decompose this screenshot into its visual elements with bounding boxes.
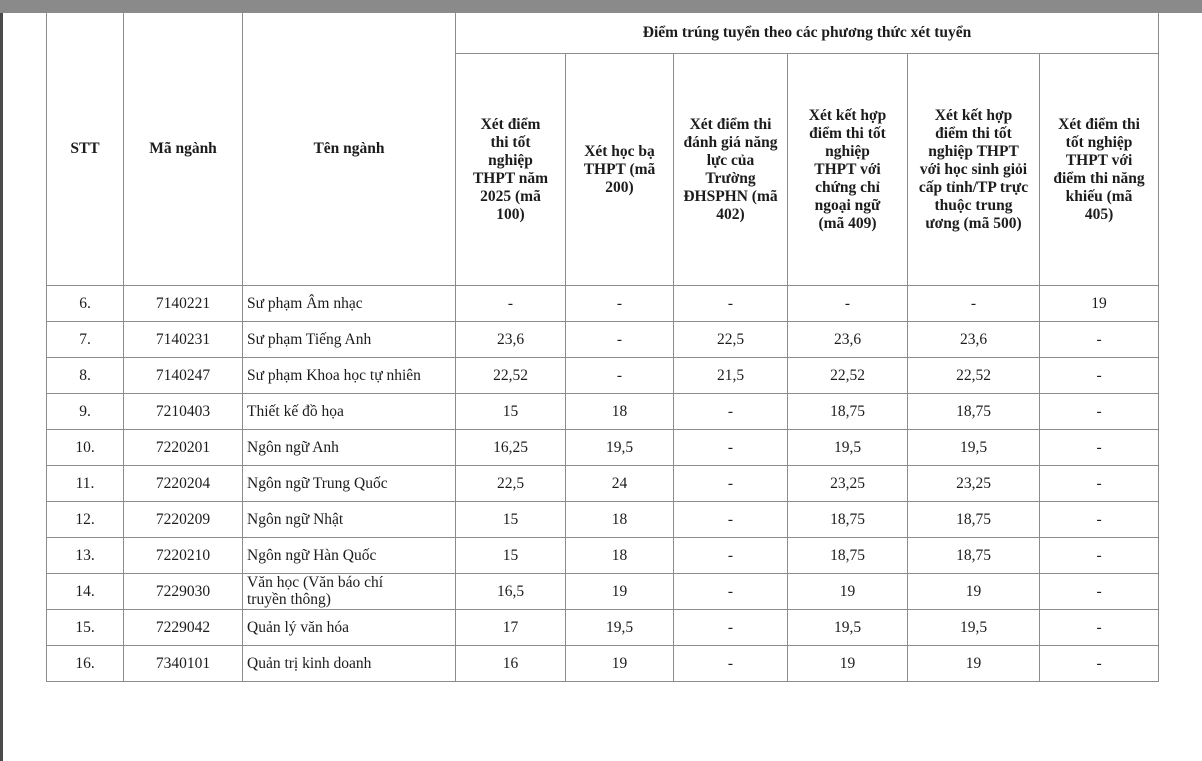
header-stt: STT — [47, 13, 124, 286]
name-cell: Ngôn ngữ Nhật — [243, 502, 456, 538]
header-method-409: Xét kết hợp điểm thi tốt nghiệp THPT với chứng chỉ ngoại ngữ (mã 409) — [788, 54, 908, 286]
name-cell: Văn học (Văn báo chí truyền thông) — [243, 574, 456, 610]
name-cell: Ngôn ngữ Hàn Quốc — [243, 538, 456, 574]
score-100-cell: 23,6 — [456, 322, 566, 358]
score-100-cell: 16,25 — [456, 430, 566, 466]
score-409-cell: 18,75 — [788, 538, 908, 574]
score-402-cell: - — [674, 466, 788, 502]
name-cell: Sư phạm Tiếng Anh — [243, 322, 456, 358]
score-409-cell: 22,52 — [788, 358, 908, 394]
code-cell: 7220210 — [124, 538, 243, 574]
table-row — [47, 646, 1159, 682]
score-200-cell: 24 — [566, 466, 674, 502]
score-200-cell: 19,5 — [566, 430, 674, 466]
name-cell: Sư phạm Âm nhạc — [243, 286, 456, 322]
score-100-cell: 16 — [456, 646, 566, 682]
stt-cell: 6. — [47, 286, 124, 322]
code-cell: 7220209 — [124, 502, 243, 538]
score-402-cell: - — [674, 610, 788, 646]
name-cell: Ngôn ngữ Anh — [243, 430, 456, 466]
stt-cell: 12. — [47, 502, 124, 538]
stt-cell: 11. — [47, 466, 124, 502]
score-405-cell: - — [1040, 466, 1159, 502]
score-409-cell: 23,6 — [788, 322, 908, 358]
score-500-cell: - — [908, 286, 1040, 322]
score-409-cell: 18,75 — [788, 394, 908, 430]
score-500-cell: 19,5 — [908, 430, 1040, 466]
header-code: Mã ngành — [124, 13, 243, 286]
score-100-cell: 15 — [456, 502, 566, 538]
score-402-cell: 22,5 — [674, 322, 788, 358]
header-method-100: Xét điểm thi tốt nghiệp THPT năm 2025 (mã 100) — [456, 54, 566, 286]
table-row — [47, 502, 1159, 538]
table-row — [47, 466, 1159, 502]
score-200-cell: 19 — [566, 646, 674, 682]
table-row — [47, 574, 1159, 610]
score-100-cell: 15 — [456, 394, 566, 430]
score-200-cell: - — [566, 322, 674, 358]
code-cell: 7140247 — [124, 358, 243, 394]
score-500-cell: 19 — [908, 574, 1040, 610]
name-cell: Ngôn ngữ Trung Quốc — [243, 466, 456, 502]
score-409-cell: 19,5 — [788, 430, 908, 466]
score-402-cell: - — [674, 502, 788, 538]
stt-cell: 7. — [47, 322, 124, 358]
score-402-cell: - — [674, 430, 788, 466]
name-cell: Quản trị kinh doanh — [243, 646, 456, 682]
score-100-cell: - — [456, 286, 566, 322]
score-100-cell: 15 — [456, 538, 566, 574]
score-409-cell: 19 — [788, 574, 908, 610]
name-cell: Thiết kế đồ họa — [243, 394, 456, 430]
score-500-cell: 19,5 — [908, 610, 1040, 646]
stt-cell: 8. — [47, 358, 124, 394]
score-402-cell: 21,5 — [674, 358, 788, 394]
code-cell: 7140231 — [124, 322, 243, 358]
score-100-cell: 22,52 — [456, 358, 566, 394]
header-name: Tên ngành — [243, 13, 456, 286]
table-row — [47, 610, 1159, 646]
score-100-cell: 17 — [456, 610, 566, 646]
score-405-cell: 19 — [1040, 286, 1159, 322]
header-method-500: Xét kết hợp điểm thi tốt nghiệp THPT với học sinh giỏi cấp tỉnh/TP trực thuộc trung ương (mã 500) — [908, 54, 1040, 286]
score-100-cell: 22,5 — [456, 466, 566, 502]
stt-cell: 15. — [47, 610, 124, 646]
stt-cell: 13. — [47, 538, 124, 574]
score-402-cell: - — [674, 574, 788, 610]
score-405-cell: - — [1040, 322, 1159, 358]
score-200-cell: 18 — [566, 502, 674, 538]
score-200-cell: 18 — [566, 394, 674, 430]
name-cell: Sư phạm Khoa học tự nhiên — [243, 358, 456, 394]
score-409-cell: - — [788, 286, 908, 322]
admission-scores-table — [46, 12, 1159, 682]
score-200-cell: 19 — [566, 574, 674, 610]
score-200-cell: 18 — [566, 538, 674, 574]
score-200-cell: - — [566, 358, 674, 394]
score-500-cell: 18,75 — [908, 538, 1040, 574]
score-405-cell: - — [1040, 430, 1159, 466]
score-500-cell: 18,75 — [908, 394, 1040, 430]
score-500-cell: 19 — [908, 646, 1040, 682]
score-405-cell: - — [1040, 646, 1159, 682]
stt-cell: 10. — [47, 430, 124, 466]
code-cell: 7220204 — [124, 466, 243, 502]
table-row — [47, 538, 1159, 574]
score-405-cell: - — [1040, 574, 1159, 610]
score-200-cell: - — [566, 286, 674, 322]
score-500-cell: 22,52 — [908, 358, 1040, 394]
score-409-cell: 19 — [788, 646, 908, 682]
table-row — [47, 430, 1159, 466]
code-cell: 7140221 — [124, 286, 243, 322]
table-row — [47, 394, 1159, 430]
stt-cell: 16. — [47, 646, 124, 682]
table-row — [47, 286, 1159, 322]
stt-cell: 14. — [47, 574, 124, 610]
score-409-cell: 23,25 — [788, 466, 908, 502]
code-cell: 7210403 — [124, 394, 243, 430]
score-402-cell: - — [674, 538, 788, 574]
score-500-cell: 23,6 — [908, 322, 1040, 358]
score-405-cell: - — [1040, 538, 1159, 574]
code-cell: 7229042 — [124, 610, 243, 646]
header-method-402: Xét điểm thi đánh giá năng lực của Trường ĐHSPHN (mã 402) — [674, 54, 788, 286]
score-100-cell: 16,5 — [456, 574, 566, 610]
score-402-cell: - — [674, 646, 788, 682]
table-row — [47, 358, 1159, 394]
table-row — [47, 322, 1159, 358]
left-edge — [0, 13, 3, 761]
score-200-cell: 19,5 — [566, 610, 674, 646]
score-405-cell: - — [1040, 394, 1159, 430]
score-500-cell: 18,75 — [908, 502, 1040, 538]
score-500-cell: 23,25 — [908, 466, 1040, 502]
stt-cell: 9. — [47, 394, 124, 430]
name-cell: Quản lý văn hóa — [243, 610, 456, 646]
score-405-cell: - — [1040, 358, 1159, 394]
code-cell: 7220201 — [124, 430, 243, 466]
score-405-cell: - — [1040, 502, 1159, 538]
header-method-405: Xét điểm thi tốt nghiệp THPT với điểm thi năng khiếu (mã 405) — [1040, 54, 1159, 286]
score-402-cell: - — [674, 394, 788, 430]
score-409-cell: 18,75 — [788, 502, 908, 538]
header-group: Điểm trúng tuyển theo các phương thức xét tuyển — [456, 13, 1159, 54]
score-405-cell: - — [1040, 610, 1159, 646]
score-402-cell: - — [674, 286, 788, 322]
code-cell: 7229030 — [124, 574, 243, 610]
score-409-cell: 19,5 — [788, 610, 908, 646]
code-cell: 7340101 — [124, 646, 243, 682]
header-method-200: Xét học bạ THPT (mã 200) — [566, 54, 674, 286]
